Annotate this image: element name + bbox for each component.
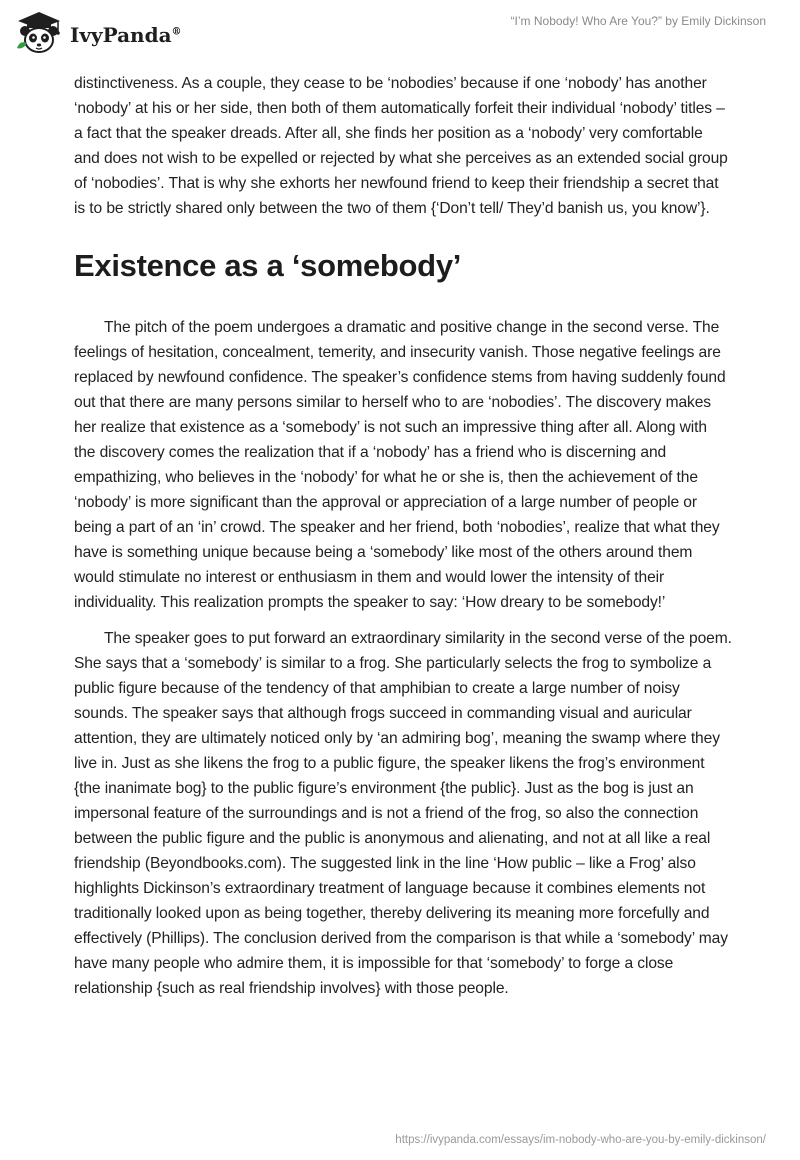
document-title: “I’m Nobody! Who Are You?” by Emily Dickinson xyxy=(510,14,766,28)
paragraph: distinctiveness. As a couple, they cease to be ‘nobodies’ because if one ‘nobody’ has another ‘nobody’ at his or her side, then both of them automatically forfeit their individual ‘nobody’ titles – a fact that the speaker dreads. After all, she finds her position as a ‘nobody’ very comfortable and does not wish to be expelled or rejected by what she perceives as an extended social group of ‘nobodies’. That is why she exhorts her newfound friend to keep their friendship a secret that is to be strictly shared only between the two of them {‘Don’t tell/ They’d banish us, you know’}. xyxy=(74,75,728,217)
essay-body xyxy=(74,71,732,1001)
page-header xyxy=(0,0,800,70)
paragraph: The speaker goes to put forward an extraordinary similarity in the second verse of the poem. She says that a ‘somebody’ is similar to a frog. She particularly selects the frog to symbolize a public figure because of the tendency of that amphibian to create a large number of noisy sounds. The speaker says that although frogs succeed in commanding visual and auricular attention, they are ultimately noticed only by ‘an admiring bog’, meaning the swamp where they live in. Just as she likens the frog to a public figure, the speaker likens the frog’s environment {the inanimate bog} to the public figure’s environment {the public}. Just as the bog is just an impersonal feature of the surroundings and is not a friend of the frog, so also the connection between the public figure and the public is anonymous and alienating, and not at all like a real friendship (Beyondbooks.com). The suggested link in the line ‘How public – like a Frog’ also highlights Dickinson’s extraordinary treatment of language because it combines elements not traditionally looked upon as being together, thereby delivering its meaning more forcefully and effectively (Phillips). The conclusion derived from the comparison is that while a ‘somebody’ may have many people who admire them, it is impossible for that ‘somebody’ to forge a close relationship {such as real friendship involves} with those people. xyxy=(74,630,732,997)
panda-graduate-icon xyxy=(14,10,64,54)
section-heading: Existence as a ‘somebody’ xyxy=(74,248,462,283)
registered-mark: ® xyxy=(171,26,182,38)
source-url[interactable]: https://ivypanda.com/essays/im-nobody-who-are-you-by-emily-dickinson/ xyxy=(395,1134,766,1146)
paragraph: The pitch of the poem undergoes a dramatic and positive change in the second verse. The feelings of hesitation, concealment, temerity, and insecurity vanish. Those negative feelings are replaced by newfound confidence. The speaker’s confidence stems from having suddenly found out that there are many persons similar to herself who to are ‘nobodies’. The discovery makes her realize that existence as a ‘somebody’ is not such an impressive thing after all. Along with the discovery comes the realization that if a ‘nobody’ has a friend who is discerning and empathizing, who believes in the ‘nobody’ for what he or she is, then the achievement of the ‘nobody’ is more significant than the approval or appreciation of a large number of people or being a part of an ‘in’ crowd. The speaker and her friend, both ‘nobodies’, realize that what they have is something unique because being a ‘somebody’ like most of the others around them would stimulate no interest or enthusiasm in them and would lower the intensity of their individuality. This realization prompts the speaker to say: ‘How dreary to be somebody!’ xyxy=(74,319,726,611)
site-logo[interactable] xyxy=(14,10,182,54)
logo-text: IvyPanda® xyxy=(70,23,182,47)
